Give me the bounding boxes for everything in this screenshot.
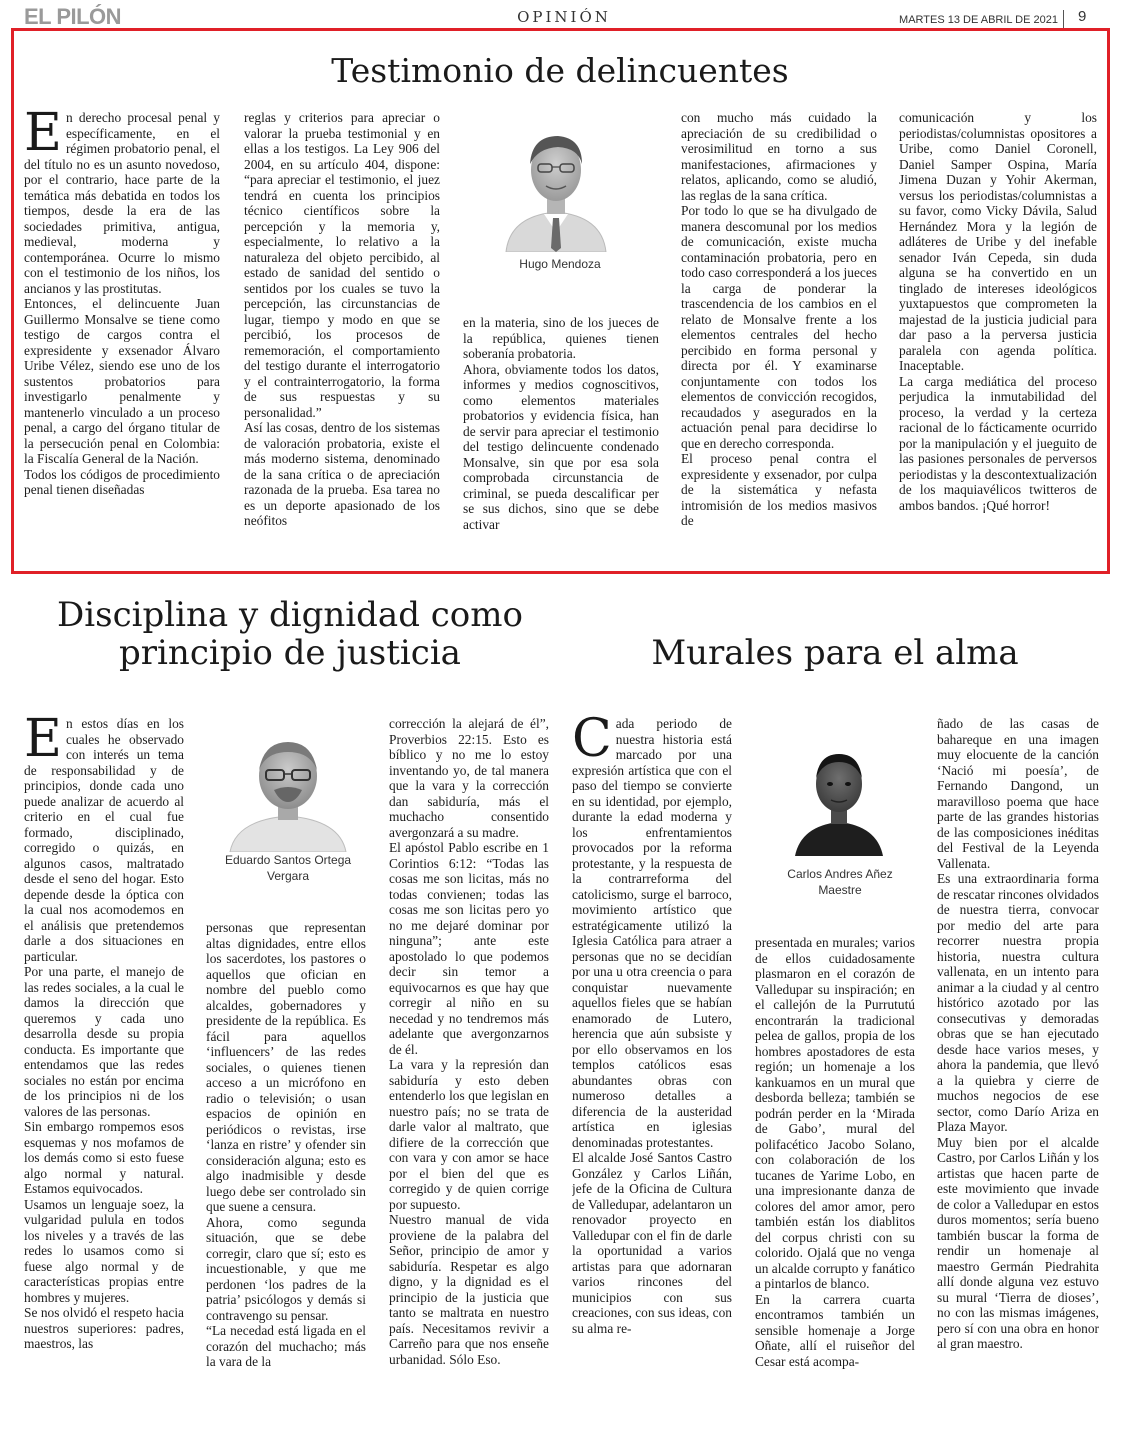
paragraph: Nuestro manual de vida proviene de la palabra del Señor, principio de amor y sabiduría. Respetar es algo digno, y la dignidad es el principio de la justicia que tanto se maltrata en nuestro país. Necesitamos revivir a Carreño para que nos enseñe urbanidad. Sólo Eso. [389,1212,549,1367]
article1-column-2-text [244,110,440,529]
article1-column-2 [244,110,440,562]
author-caption-eduardo-santos-line2: Vergara [266,869,310,883]
author-photo-carlos-andres [793,742,885,856]
article3-column-2 [755,935,915,1424]
paragraph: ñado de las casas de bahareque en una imagen muy elocuente de la canción ‘Nació mi poesía’, de Fernando Dangond, un maravilloso poema que hace parte de las grandes historias de las composiciones inéditas del Festival de la Leyenda Vallenata. [937,716,1099,871]
paragraph: Entonces, el delincuente Juan Guillermo Monsalve se tiene como testigo de cargos contra el expresidente y exsenador Álvaro Uribe Vélez, siendo ese uno de los sustentos probatorios para investigarlo penalmente y mantenerlo vinculado a un proceso penal, a cargo del órgano titular de la persecución penal en Colombia: la Fiscalía General de la Nación. [24,296,220,466]
article2-column-3-text [389,716,549,1367]
article2-column-3 [389,716,549,1424]
masthead [0,0,1128,30]
paragraph: En la carrera cuarta encontramos también un sensible homenaje a Jorge Oñate, allí el ruiseñor del Cesar está acompa- [755,1291,915,1369]
paragraph: reglas y criterios para apreciar o valorar la prueba testimonial y en ellas a los testigos. La Ley 906 del 2004, en su artículo 404, dispone: “para apreciar el testimonio, el juez tendrá en cuenta los principios técnico científicos sobre la percepción y la memoria y, especialmente, lo relativo a la naturaleza del objeto percibido, al estado de sanidad del sentido o sentidos por los cuales se tuvo la percepción, las circunstancias de lugar, tiempo y modo en que se percibió, los procesos de rememoración, el comportamiento del testigo durante el interrogatorio y el contrainterrogatorio, la forma de sus respuestas y su personalidad.” [244,110,440,420]
paragraph: “La necedad está ligada en el corazón del muchacho; más la vara de la [206,1323,366,1369]
article1-column-5 [899,110,1097,562]
section-title: OPINIÓN [517,8,611,26]
article1-column-4-text [681,110,877,529]
article3-column-3 [937,716,1099,1424]
article3-dropcap: C [572,716,612,769]
paragraph: ada periodo de nuestra historia está marcado por una expresión artística que con el paso del tiempo se convierte en su identidad, por ejemplo, durante la edad moderna y los enfrentamientos provocados por la reforma protestante, y la respuesta de la contrarreforma del catolicismo, surge el barroco, movimiento artístico que estratégicamente utilizó la Iglesia Católica para atraer a personas que no se decidían por una u otra creencia o para conquistar nuevamente aquellos fieles que se habían enamorado de Lutero, herencia que aún subsiste y por ello observamos en los templos católicos esas abundantes obras con numeroso detalles a diferencia de la austeridad artística en iglesias denominadas protestantes. [572,716,732,1150]
paragraph: corrección la alejará de él”, Proverbios 22:15. Esto es bíblico y no me lo estoy inventando yo, de tal manera que la vara y la corrección dan sabiduría, más el muchacho consentido avergonzará a su madre. [389,716,549,840]
paragraph: Es una extraordinaria forma de rescatar rincones olvidados de nuestra tierra, convocar por medio del arte para recorrer nuestra propia historia, nuestra cultura vallenata, en un intento para animar a la ciudad y al centro histórico azotado por las consecutivas y demoradas obras que se han ejecutado desde hace varios meses, y ahora la pandemia, que llevó a la quiebra y cierre de muchos negocios de ese sector, como Darío Ariza en Plaza Mayor. [937,871,1099,1134]
paragraph: Sin embargo rompemos esos esquemas y nos mofamos de los demás como si esto fuese algo normal y natural. Estamos equivocados. [24,1119,184,1196]
article3-column-2-text [755,935,915,1369]
paragraph: en la materia, sino de los jueces de la república, quienes tienen soberanía probatoria. [463,315,659,361]
author-caption-hugo-mendoza: Hugo Mendoza [519,257,601,271]
article1-column-3 [463,315,659,562]
paragraph: El proceso penal contra el expresidente y exsenador, por culpa de la sistemática y nefasta intromisión de los medios masivos de [681,451,877,528]
article-title-testimonio: Testimonio de delincuentes [331,51,789,90]
paragraph: Todos los códigos de procedimiento penal tienen diseñadas [24,466,220,497]
article3-column-1-text [572,716,732,1336]
article2-column-1 [24,716,184,1424]
article1-column-5-text [899,110,1097,513]
paragraph: Se nos olvidó el respeto hacia nuestros superiores: padres, maestros, las [24,1305,184,1351]
article2-column-1-text [24,716,184,1352]
article-title-murales: Murales para el alma [651,633,1019,673]
author-photo-hugo-mendoza [500,120,612,252]
article2-column-2-text [206,920,366,1370]
author-photo-eduardo-santos [226,730,350,852]
article1-dropcap: E [24,110,62,163]
paragraph: El alcalde José Santos Castro González y Carlos Liñán, jefe de la Oficina de Cultura de Valledupar, adelantaron un renovador proyecto en Valledupar con el fin de darle la oportunidad a varios artistas para que adornaran varios rincones del municipios con sus creaciones, con sus ideas, con su alma re- [572,1150,732,1336]
paragraph: personas que representan altas dignidades, entre ellos los sacerdotes, los pastores o aquellos que ofician en nombre del pueblo como alcaldes, gobernadores y presidente de la república. Es fácil para aquellos ‘influencers’ de las redes sociales, o quienes tienen acceso a un micrófono en radio o televisión; o usan espacios de opinión en periódicos o revistas, irse ‘lanza en ristre’ y ofender sin consideración alguna; esto es algo inadmisible y desde luego debe ser controlado sin que suene a censura. [206,920,366,1214]
article1-column-1 [24,110,220,562]
paragraph: Por una parte, el manejo de las redes sociales, a la cual le damos la dirección que queremos y cada uno desarrolla desde su propia conducta. Es importante que entendamos que las redes sociales no están por encima de los principios ni de los valores de las personas. [24,964,184,1119]
masthead-divider [1063,10,1064,28]
paragraph: Así las cosas, dentro de los sistemas de valoración probatoria, existe el más moderno sistema, denominado de la sana crítica o de apreciación razonada de la prueba. Esa tarea no es un deporte apasionado de los neófitos [244,420,440,528]
paragraph: presentada en murales; varios de ellos cuidadosamente plasmaron en el corazón de Valledupar su inspiración; en el callejón de la Purrututú encontrarán la tradicional pelea de gallos, propia de los hombres apostadores de esta región; un homenaje a los kankuamos en un mural que desborda belleza; también se podrán perder en la ‘Mirada de Gabo’, mural del polifacético Jacobo Solano, con colaboración de los tucanes de Yarime Lobo, en una impresionante danza de colores del amor amor, pero también están los diablitos del corpus christi con su colorido. Ojalá que no venga un alcalde corrupto y fanático a pintarlos de blanco. [755,935,915,1291]
paragraph: comunicación y los periodistas/columnistas opositores a Uribe, como Daniel Coronell, Daniel Samper Ospina, María Jimena Duzan y Yohir Akerman, versus los periodistas/columnistas a su favor, como Vicky Dávila, Salud Hernández Mora y la legión de adláteres de Uribe y del inefable senador Iván Cepeda, sin duda alguna se ha convertido en un tinglado de intereses ideológicos yuxtapuestos que comprometen la majestad de la justicia judicial para dar paso a la perversa justicia paralela con agenda política. Inaceptable. [899,110,1097,373]
paragraph: La vara y la represión dan sabiduría y esto deben entenderlo los que legislan en nuestro país; no se trata de darle valor al maltrato, que difiere de la corrección que con vara y con amor se hace por el bien del que es corregido y de quien corrige por supuesto. [389,1057,549,1212]
paragraph: Por todo lo que se ha divulgado de manera descomunal por los medios de comunicación, existe mucha contaminación probatoria, pero en todo caso corresponderá a los jueces la carga de ponderar la trascendencia de los cambios en el relato de Monsalve frente a los elementos centrales del hecho percibido en forma personal y directa por él. Y examinarse conjuntamente con todos los elementos de convicción recogidos, recaudados y asegurados en la actuación penal para decidirse lo que en derecho corresponda. [681,203,877,451]
author-caption-carlos-andres-line1: Carlos Andres Añez [787,867,893,881]
article2-dropcap: E [24,716,62,769]
article1-column-1-text [24,110,220,498]
paragraph: Ahora, obviamente todos los datos, informes y medios cognoscitivos, como elementos materiales probatorios y evidencia física, han de servir para apreciar el testimonio del testigo delincuente condenado Monsalve, sin que por esa sola comprobada circunstancia de criminal, se pueda descalificar per se sus dichos, sino que se debe activar [463,361,659,532]
paragraph: Ahora, como segunda situación, que se debe corregir, claro que sí; esto es incuestionable, y que me perdonen ‘los padres de la patria’ psicólogos y demás si contravengo su pensar. [206,1214,366,1323]
article3-column-3-text [937,716,1099,1352]
article2-column-2 [206,920,366,1424]
article1-column-3-text [463,315,659,532]
paragraph: El apóstol Pablo escribe en 1 Corintios 6:12: “Todas las cosas me son licitas, más no todas convienen; todas las cosas me son licitas pero yo no me dejaré dominar por ninguna”; ante este apostolado lo que podemos decir sin temor a equivocarnos es que hay que corregir al niño en su necedad y no tendremos más adelante que avergonzarnos de él. [389,840,549,1057]
author-caption-eduardo-santos-line1: Eduardo Santos Ortega [224,853,352,867]
article1-column-4 [681,110,877,562]
paragraph: Muy bien por el alcalde Castro, por Carlos Liñán y los artistas que hacen parte de este movimiento que invade de color a Valledupar en estos duros momentos; sería bueno también buscar la forma de rendir un homenaje al maestro Germán Piedrahita allí donde alguna vez estuvo su mural ‘Tierra de dioses’, no con las mismas imágenes, pero sí con una obra en honor al gran maestro. [937,1134,1099,1351]
newspaper-logo: EL PILÓN [24,4,122,29]
paragraph: con mucho más cuidado la apreciación de su credibilidad o verosimilitud en torno a sus manifestaciones, afirmaciones y relatos, aplicando, como se aludió, las reglas de la sana crítica. [681,110,877,203]
page-number: 9 [1078,8,1087,25]
paragraph: Usamos un lenguaje soez, la vulgaridad pulula en todos los niveles y a través de las redes lo usamos como si fuese algo normal y de características propias entre hombres y mujeres. [24,1196,184,1305]
article-title-disciplina-line2: principio de justicia [119,633,461,673]
paragraph: n estos días en los cuales he observado con interés un tema de responsabilidad y de principios, donde cada uno puede analizar de acuerdo al criterio en el cual fue formado, disciplinado, corregido o quizás, en algunos casos, maltratado desde el seno del hogar. Esto depende desde la óptica con la cual nos acomodemos en el análisis que pretendemos darle a dos situaciones en particular. [24,716,184,964]
paragraph: La carga mediática del proceso perjudica la inmutabilidad del proceso, la verdad y la certeza racional de lo fácticamente ocurrido por la manipulación y el jueguito de las pasiones personales de perversos periodistas y la descontextualización de los maquiavélicos twitteros de ambos bandos. ¡Qué horror! [899,373,1097,513]
article-title-disciplina-line1: Disciplina y dignidad como [56,595,523,635]
paragraph: n derecho procesal penal y específicamente, en el régimen probatorio penal, el del título no es un asunto novedoso, por el contrario, hace parte de la temática más debatida en todos los tiempos, desde la era de las sociedades primitiva, antigua, medieval, moderna y contemporánea. Ocurre lo mismo con el testimonio de los niños, los ancianos y las prostitutas. [24,110,220,296]
article3-column-1 [572,716,732,1424]
author-caption-carlos-andres-line2: Maestre [818,883,862,897]
issue-date: MARTES 13 DE ABRIL DE 2021 [899,14,1058,26]
